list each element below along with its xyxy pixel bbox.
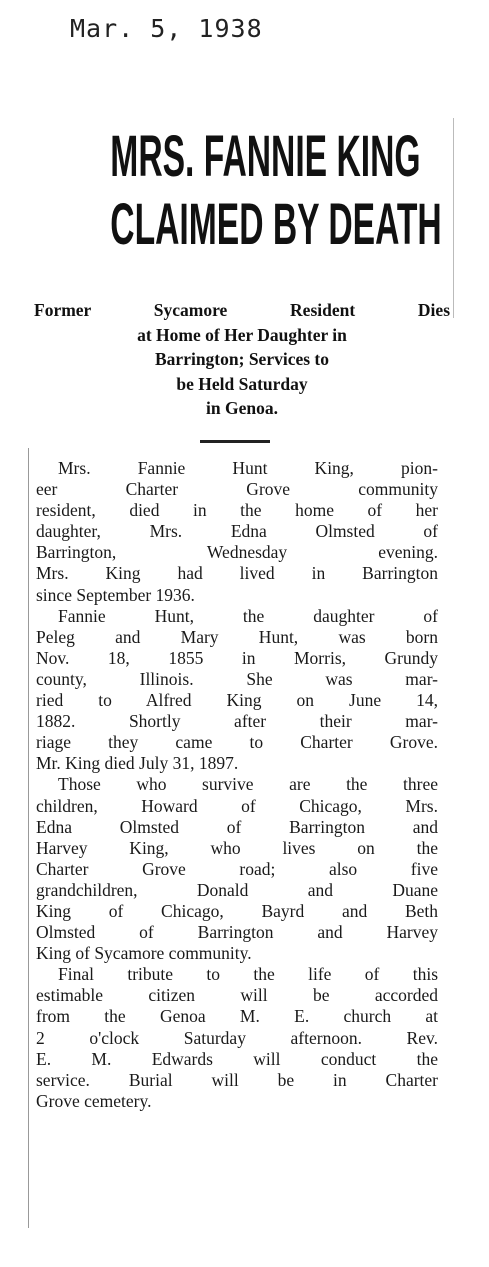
body-line: Olmsted of Barrington and Harvey — [36, 922, 438, 943]
body-line: service. Burial will be in Charter — [36, 1069, 438, 1090]
body-line: King of Sycamore community. — [36, 943, 252, 964]
body-line: from the Genoa M. E. church at — [36, 1006, 438, 1027]
subheadline-line: Barrington; Services to — [155, 349, 329, 369]
body-line: Mr. King died July 31, 1897. — [36, 753, 239, 774]
body-line: ried to Alfred King on June 14, — [36, 690, 438, 711]
body-line: Final tribute to the life of this — [58, 964, 438, 985]
article-body — [36, 458, 438, 1112]
headline-line-2: CLAIMED BY DEATH — [110, 192, 442, 257]
subheadline — [34, 298, 450, 421]
clipping-left-edge — [28, 448, 29, 1228]
body-line: Harvey King, who lives on the — [36, 837, 438, 858]
body-line: county, Illinois. She was mar- — [36, 668, 438, 689]
subheadline-line: at Home of Her Daughter in — [137, 324, 347, 345]
body-line: riage they came to Charter Grove. — [36, 732, 438, 753]
section-rule — [200, 440, 270, 443]
body-line: Mrs. Fannie Hunt King, pion- — [58, 458, 438, 478]
body-line: 1882. Shortly after their mar- — [36, 711, 438, 732]
subheadline-line: in Genoa. — [206, 398, 278, 418]
body-line: grandchildren, Donald and Duane — [36, 879, 438, 900]
body-line: Fannie Hunt, the daughter of — [58, 605, 438, 626]
subheadline-line: Former Sycamore Resident Dies — [34, 300, 450, 320]
headline-line-1: MRS. FANNIE KING — [110, 124, 421, 189]
body-line: E. M. Edwards will conduct the — [36, 1048, 438, 1069]
body-line: Edna Olmsted of Barrington and — [36, 816, 438, 837]
body-line: King of Chicago, Bayrd and Beth — [36, 900, 438, 921]
body-line: estimable citizen will be accorded — [36, 985, 438, 1006]
clipping-date: Mar. 5, 1938 — [70, 14, 263, 43]
body-line: eer Charter Grove community — [36, 479, 438, 500]
body-line: Nov. 18, 1855 in Morris, Grundy — [36, 647, 438, 668]
body-line: Mrs. King had lived in Barrington — [36, 563, 438, 584]
body-line: resident, died in the home of her — [36, 500, 438, 521]
body-line: children, Howard of Chicago, Mrs. — [36, 795, 438, 816]
subheadline-line: be Held Saturday — [176, 373, 308, 394]
body-line: Peleg and Mary Hunt, was born — [36, 626, 438, 647]
body-line: Barrington, Wednesday evening. — [36, 542, 438, 563]
body-line: Grove cemetery. — [36, 1090, 152, 1111]
body-line: daughter, Mrs. Edna Olmsted of — [36, 521, 438, 542]
body-line: Those who survive are the three — [58, 774, 438, 795]
clipping-right-edge — [453, 118, 454, 318]
body-line: 2 o'clock Saturday afternoon. Rev. — [36, 1027, 438, 1048]
body-line: Charter Grove road; also five — [36, 858, 438, 879]
body-line: since September 1936. — [36, 584, 195, 605]
